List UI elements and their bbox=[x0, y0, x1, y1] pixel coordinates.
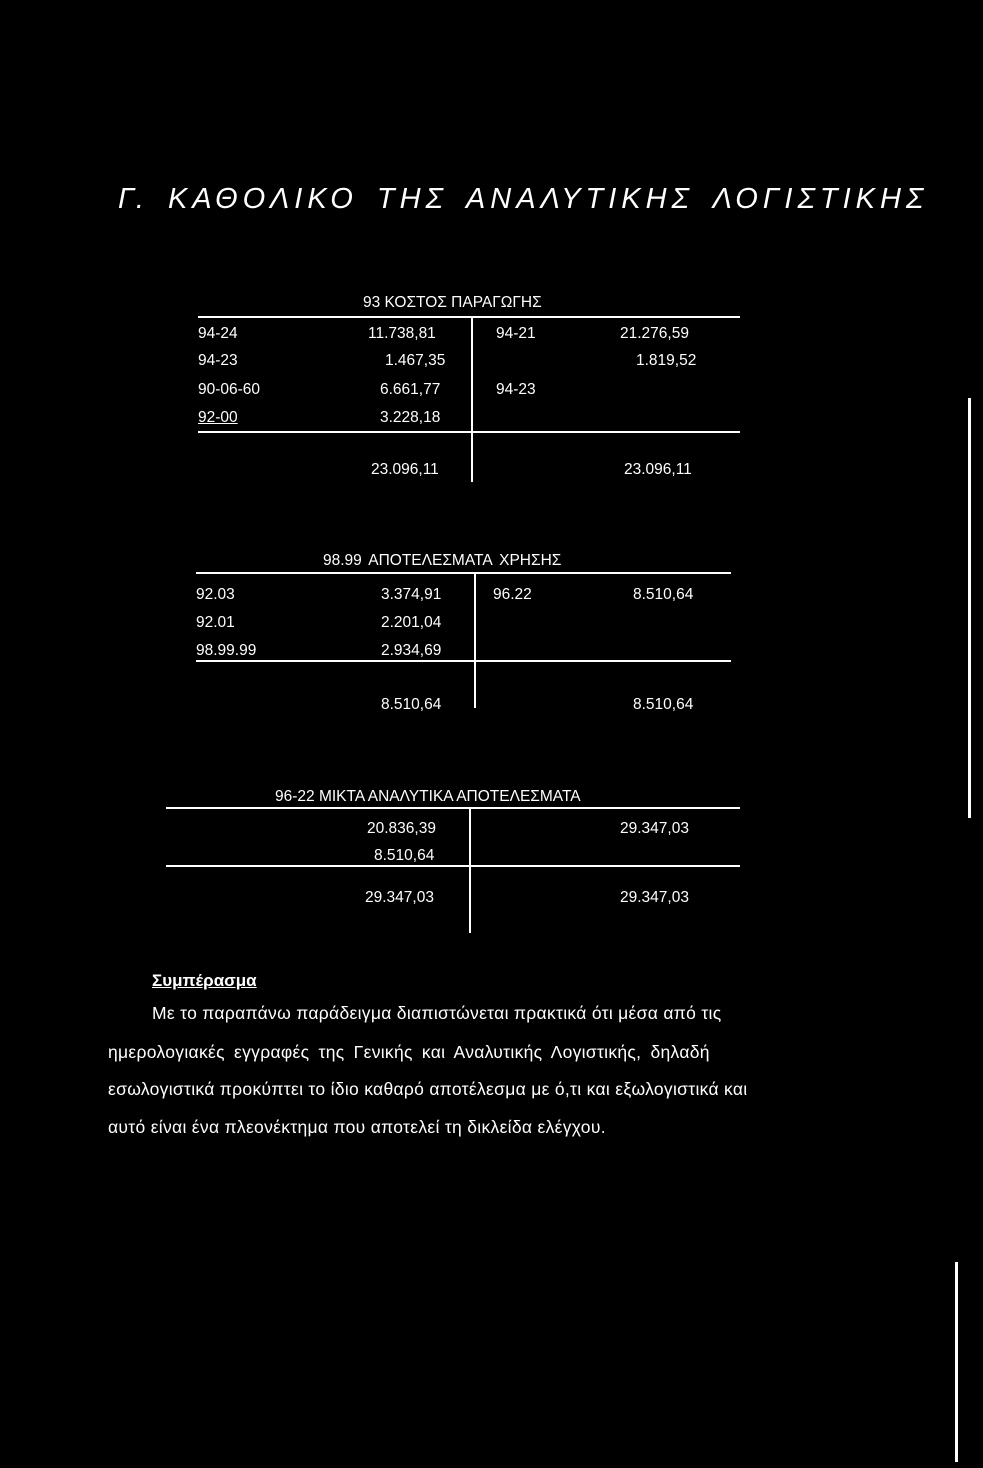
header-rule bbox=[166, 807, 740, 809]
conclusion-line: εσωλογιστικά προκύπτει το ίδιο καθαρό αποτέλεσμα με ό,τι και εξωλογιστικά και bbox=[108, 1079, 748, 1099]
conclusion-heading: Συμπέρασμα bbox=[152, 971, 257, 990]
debit-amount: 2.201,04 bbox=[381, 614, 442, 631]
credit-amount: 21.276,59 bbox=[620, 325, 689, 342]
debit-code: 94-24 bbox=[198, 325, 238, 342]
debit-amount: 1.467,35 bbox=[385, 352, 446, 369]
account-header: 98.99 ΑΠΟΤΕΛΕΣΜΑΤΑ ΧΡΗΣΗΣ bbox=[323, 552, 562, 569]
conclusion-line: αυτό είναι ένα πλεονέκτημα που αποτελεί τη δικλείδα ελέγχου. bbox=[108, 1117, 606, 1137]
credit-code: 94-23 bbox=[496, 381, 536, 398]
debit-total: 8.510,64 bbox=[381, 696, 442, 713]
debit-amount: 2.934,69 bbox=[381, 642, 442, 659]
debit-total: 23.096,11 bbox=[371, 461, 439, 478]
debit-code: 94-23 bbox=[198, 352, 238, 369]
total-rule bbox=[166, 865, 740, 867]
debit-code: 92.03 bbox=[196, 586, 235, 603]
credit-total: 23.096,11 bbox=[624, 461, 692, 478]
center-rule bbox=[471, 318, 473, 482]
credit-code: 96.22 bbox=[493, 586, 532, 603]
scan-edge-mark bbox=[968, 398, 971, 818]
total-rule bbox=[196, 660, 731, 662]
page-title: Γ. ΚΑΘΟΛΙΚΟ ΤΗΣ ΑΝΑΛΥΤΙΚΗΣ ΛΟΓΙΣΤΙΚΗΣ bbox=[118, 183, 929, 215]
credit-amount: 8.510,64 bbox=[633, 586, 694, 603]
debit-code: 92-00 bbox=[198, 409, 238, 426]
credit-total: 8.510,64 bbox=[633, 696, 694, 713]
debit-code: 98.99.99 bbox=[196, 642, 257, 659]
debit-code: 90-06-60 bbox=[198, 381, 261, 398]
debit-amount: 6.661,77 bbox=[380, 381, 441, 398]
center-rule bbox=[469, 809, 471, 933]
credit-code: 94-21 bbox=[496, 325, 536, 342]
debit-code: 92.01 bbox=[196, 614, 235, 631]
header-rule bbox=[198, 316, 740, 318]
credit-amount: 29.347,03 bbox=[620, 820, 689, 837]
center-rule bbox=[474, 574, 476, 708]
credit-total: 29.347,03 bbox=[620, 889, 689, 906]
account-header: 93 ΚΟΣΤΟΣ ΠΑΡΑΓΩΓΗΣ bbox=[363, 294, 542, 311]
debit-total: 29.347,03 bbox=[365, 889, 434, 906]
scan-edge-mark bbox=[955, 1262, 958, 1462]
total-rule bbox=[198, 431, 740, 433]
debit-amount: 11.738,81 bbox=[368, 325, 436, 342]
debit-amount: 8.510,64 bbox=[374, 847, 435, 864]
debit-amount: 3.374,91 bbox=[381, 586, 442, 603]
credit-amount: 1.819,52 bbox=[636, 352, 697, 369]
conclusion-line: ημερολογιακές εγγραφές της Γενικής και Αναλυτικής Λογιστικής, δηλαδή bbox=[108, 1042, 710, 1062]
account-header: 96-22 ΜΙΚΤΑ ΑΝΑΛΥΤΙΚΑ ΑΠΟΤΕΛΕΣΜΑΤΑ bbox=[275, 788, 581, 805]
debit-amount: 20.836,39 bbox=[367, 820, 436, 837]
debit-amount: 3.228,18 bbox=[380, 409, 441, 426]
header-rule bbox=[196, 572, 731, 574]
conclusion-line: Με το παραπάνω παράδειγμα διαπιστώνεται πρακτικά ότι μέσα από τις bbox=[152, 1003, 722, 1023]
